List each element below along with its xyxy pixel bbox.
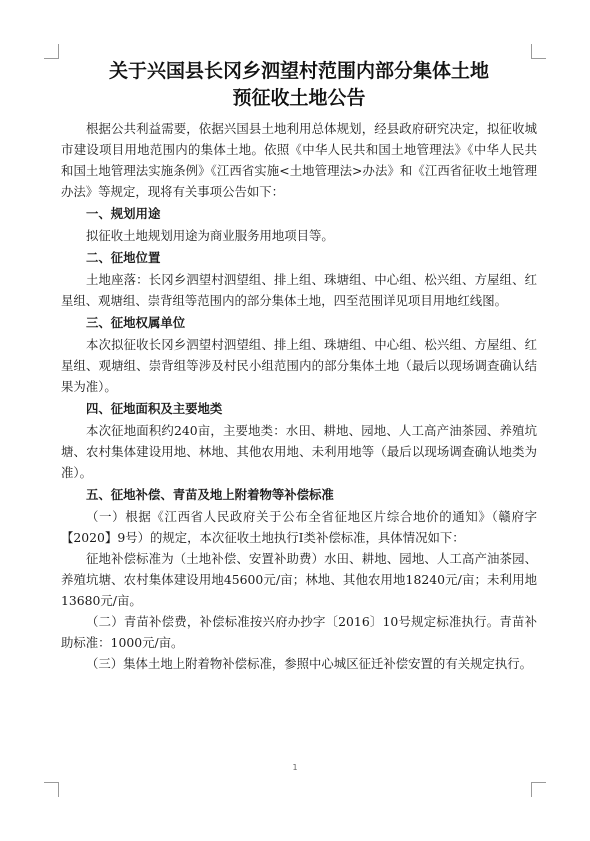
section-5-paragraph-1: （一）根据《江西省人民政府关于公布全省征地区片综合地价的通知》（赣府字【2020】9号）的规定，本次征收土地执行Ⅰ类补偿标准，具体情况如下： [61,509,537,545]
section-5-paragraph-2: 征地补偿标准为（土地补偿、安置补助费）水田、耕地、园地、人工高产油茶园、养殖坑塘、农村集体建设用地45600元/亩；林地、其他农用地18240元/亩；未利用地13680元/亩。 [61,551,537,608]
intro-paragraph: 根据公共利益需要，依据兴国县土地利用总体规划，经县政府研究决定，拟征收城市建设项目用地范围内的集体土地。依照《中华人民共和国土地管理法》《中华人民共和国土地管理法实施条例》《江西省实施<土地管理法>办法》和《江西省征收土地管理办法》等规定，现将有关事项公告如下： [61,121,537,199]
crop-mark-bottom-left [44,782,59,797]
section-5-paragraph-3: （二）青苗补偿费，补偿标准按兴府办抄字〔2016〕10号规定标准执行。青苗补助标准：1000元/亩。 [61,614,537,650]
document-title [61,58,537,112]
section-heading-1: 一、规划用途 [86,206,161,221]
section-heading-2: 二、征地位置 [86,250,161,265]
section-3-paragraph: 本次拟征收长冈乡泗望村泗望组、排上组、珠塘组、中心组、松兴组、方屋组、红星组、观塘组、崇背组等涉及村民小组范围内的部分集体土地（最后以现场调查确认结果为准）。 [61,337,537,394]
document-body [61,118,537,674]
crop-mark-bottom-right [531,782,546,797]
crop-mark-top-right [531,44,546,59]
title-line-1: 关于兴国县长冈乡泗望村范围内部分集体土地 [108,60,489,82]
section-heading-5: 五、征地补偿、青苗及地上附着物等补偿标准 [86,487,334,502]
section-2-paragraph: 土地座落：长冈乡泗望村泗望组、排上组、珠塘组、中心组、松兴组、方屋组、红星组、观塘组、崇背组等范围内的部分集体土地，四至范围详见项目用地红线图。 [61,272,537,308]
document-page [61,58,537,674]
section-heading-3: 三、征地权属单位 [86,315,186,330]
section-heading-4: 四、征地面积及主要地类 [86,401,223,416]
section-5-paragraph-4: （三）集体土地上附着物补偿标准，参照中心城区征迁补偿安置的有关规定执行。 [86,656,533,671]
title-line-2: 预征收土地公告 [232,87,366,109]
section-1-paragraph: 拟征收土地规划用途为商业服务用地项目等。 [86,228,334,243]
page-number: 1 [292,763,298,772]
crop-mark-top-left [44,44,59,59]
section-4-paragraph: 本次征地面积约240亩，主要地类：水田、耕地、园地、人工高产油茶园、养殖坑塘、农村集体建设用地、林地、其他农用地、未利用地等（最后以现场调查确认地类为准）。 [61,423,537,480]
